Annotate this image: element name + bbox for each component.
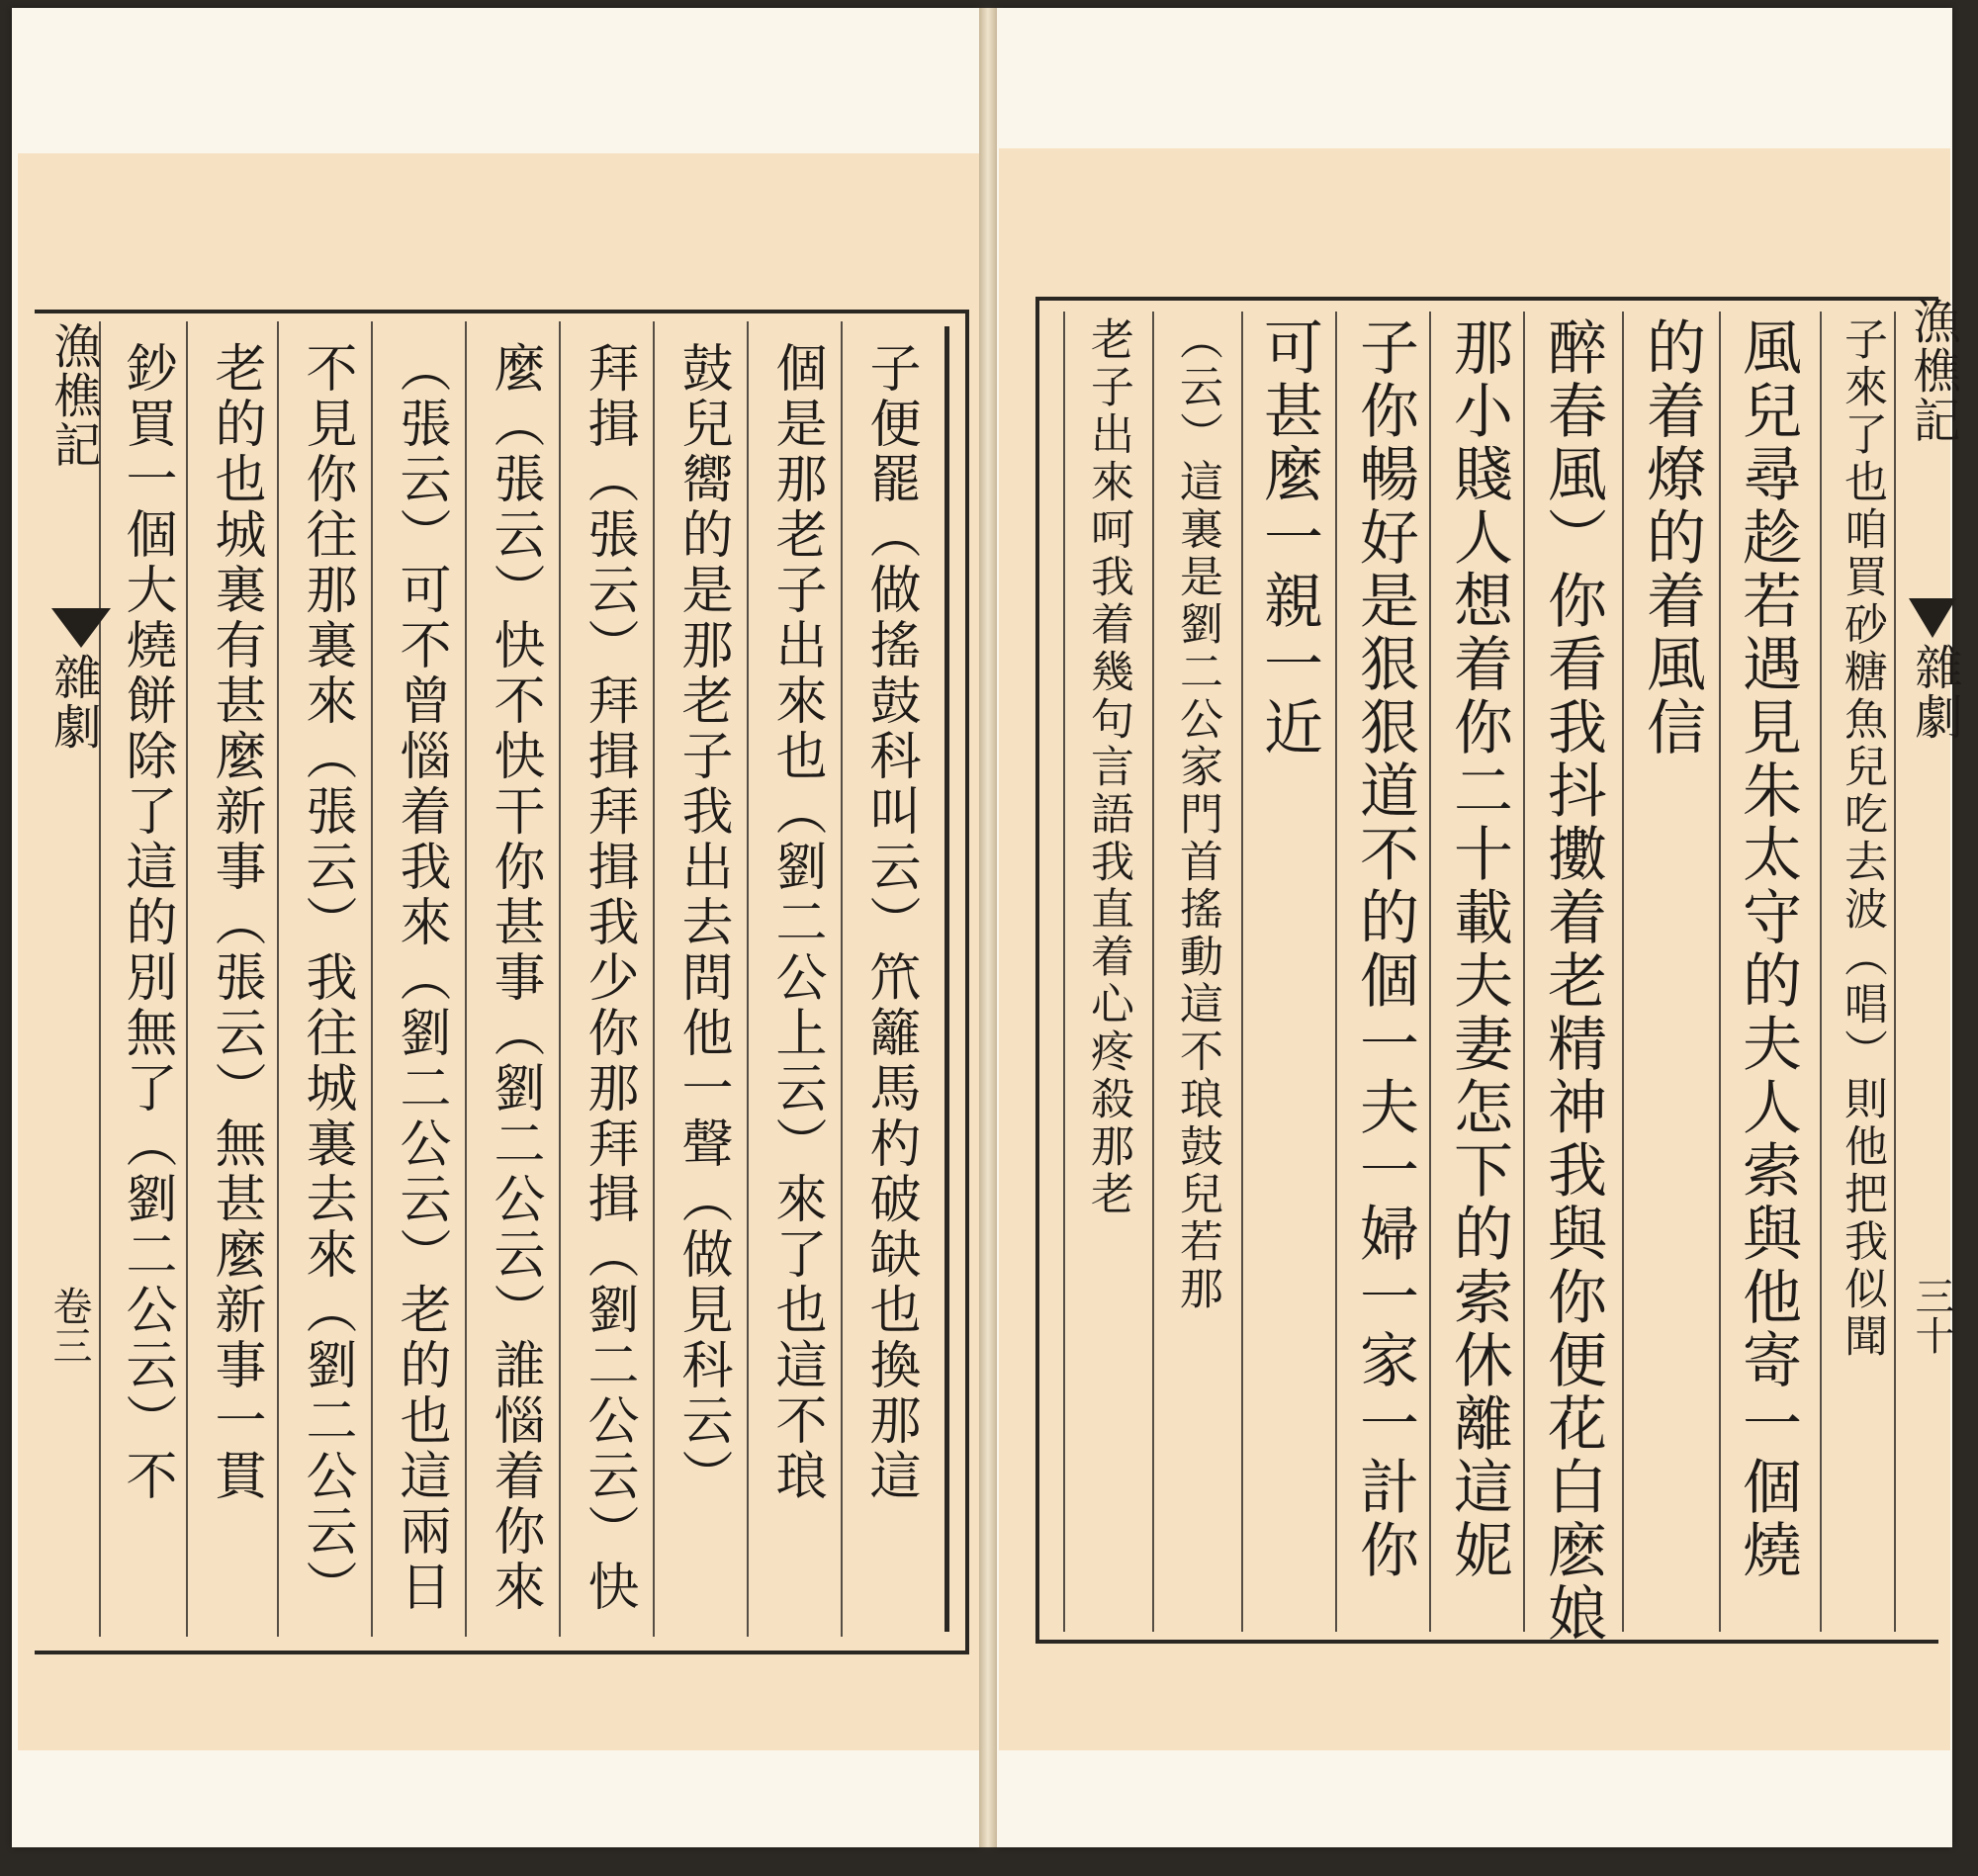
right-text-column: 風兒尋趁若遇見朱太守的夫人索與他寄一個燒 [1733,316,1802,1582]
right-page-number: 三十 [1909,1276,1954,1355]
fish-tail-mark-icon [51,608,111,648]
right-text-column: 可甚麼一親一近 [1254,316,1323,759]
right-banxin-section: 雜劇 [1907,643,1962,742]
column-rule [371,321,373,1637]
left-text-column: 麼（張云）快不快干你甚事（劉二公云）誰惱着你來 [485,341,544,1615]
left-text-column: （張云）可不曾惱着我來（劉二公云）老的也這兩日 [391,341,450,1615]
column-rule [465,321,467,1637]
right-text-column: 醉春風）你看我抖擻着老精神我與你便花白麽娘 [1538,316,1607,1646]
left-text-column: 拜揖（張云）拜揖拜揖我少你那拜揖（劉二公云）快 [579,341,638,1615]
left-text-column: 子便罷（做搖鼓科叫云）笊籬馬杓破缺也換那這 [860,341,920,1504]
left-frame-inner-rule [944,326,949,1632]
column-rule [1622,312,1624,1632]
left-text-column: 老的也城裏有甚麼新事（張云）無甚麼新事一貫 [206,341,265,1504]
left-text-column: 不見你往那裏來（張云）我往城裏去來（劉二公云） [297,341,356,1615]
right-text-column: 老子出來呵我着幾句言語我直着心疼殺那老 [1083,316,1133,1218]
column-rule [186,321,188,1637]
book-gutter [979,8,997,1847]
left-banxin-title: 漁樵記 [45,321,101,470]
left-text-column: 鼓兒嚮的是那老子我出去問他一聲（做見科云） [673,341,732,1504]
column-rule [1152,312,1154,1632]
left-text-column: 個是那老子出來也（劉二公上云）來了也這不琅 [766,341,826,1504]
column-rule [653,321,655,1637]
column-rule [1719,312,1721,1632]
column-rule [1335,312,1337,1632]
column-rule [559,321,561,1637]
column-rule [1894,312,1896,1632]
column-rule [1429,312,1431,1632]
left-page-number: 卷三 [46,1286,92,1365]
column-rule [1820,312,1822,1632]
right-text-column: （云）這裏是劉二公家門首搖動這不琅鼓兒若那 [1172,316,1222,1313]
right-banxin-title: 漁樵記 [1905,297,1960,445]
left-text-column: 鈔買一個大燒餅除了這的別無了（劉二公云）不 [117,341,176,1504]
fish-tail-mark-icon [1909,598,1956,638]
right-text-column: 那小賤人想着你二十載夫妻怎下的索休離這妮 [1444,316,1513,1582]
column-rule [841,321,843,1637]
column-rule [1523,312,1525,1632]
right-text-column: 的着燎的着風信 [1637,316,1706,759]
column-rule [747,321,749,1637]
column-rule [99,321,101,1637]
column-rule [1241,312,1243,1632]
right-text-column: 子來了也咱買砂糖魚兒吃去波（唱）則他把我似聞 [1837,316,1887,1361]
left-banxin-section: 雜劇 [45,653,101,752]
column-rule [1063,312,1065,1632]
column-rule [277,321,279,1637]
right-text-column: 子你暢好是狠狠道不的個一夫一婦一家一計你 [1350,316,1419,1582]
